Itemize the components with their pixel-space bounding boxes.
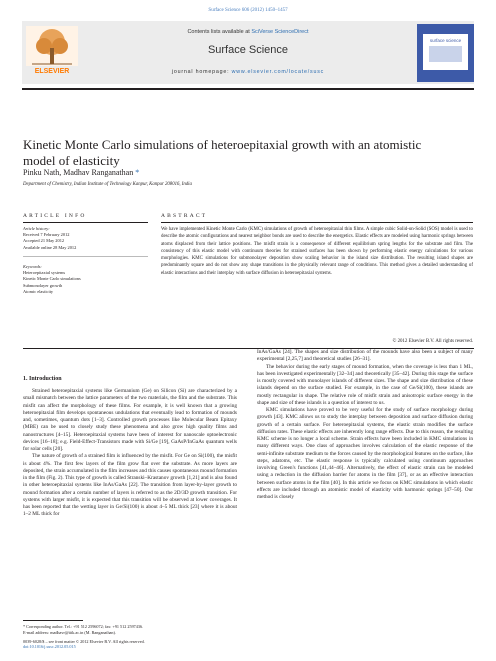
cover-panel (423, 34, 468, 70)
footnote (23, 624, 237, 650)
abstract-rule (161, 222, 473, 223)
article-info-rule (23, 222, 148, 223)
corresponding-author-mark[interactable]: * (135, 168, 140, 177)
history-received: Received 7 February 2012 (23, 232, 70, 238)
copyright: © 2012 Elsevier B.V. All rights reserved. (392, 339, 473, 344)
left-column (23, 388, 237, 519)
author-list (23, 168, 139, 177)
affiliation: Department of Chemistry, Indian Institute of Technology Kanpur, Kanpur 208016, India (23, 182, 192, 187)
journal-citation[interactable]: Surface Science 606 (2012) 1450–1457 (208, 8, 288, 13)
history-online: Available online 28 May 2012 (23, 244, 77, 250)
homepage-link[interactable]: www.elsevier.com/locate/susc (231, 69, 325, 75)
corresponding-author-note: * Corresponding author. Tel.: +91 512 2596072; fax: +91 512 2597436. (23, 624, 144, 629)
journal-title: Surface Science (207, 44, 289, 56)
keywords (23, 264, 148, 295)
authors: Pinku Nath, Madhav Ranganathan (23, 168, 134, 177)
paragraph: The behavior during the early stages of mound formation, when the coverage is less than 1 ML, has been investigated experimentally [32–34] and theoretically [35–42]. During this stage the surface is mostly covered with monolayer islands of different sizes. The shape and size distribution of these islands depend on the surface studied. For example, in the case of Ge/Si(100), these islands are mostly rectangular in shape. The relative role of misfit strain and anisotropic surface energy in the shape and size of these islands is a question of interest to us. (257, 363, 473, 406)
sciencedirect-link[interactable]: SciVerse ScienceDirect (251, 29, 309, 35)
author-email[interactable]: E-mail address: madhavr@iitk.ac.in (M. Ranganathan). (23, 629, 116, 635)
keyword-item: Heteroepitaxial systems (23, 270, 66, 276)
paragraph: InAs/GaAs [24]. The shapes and size distribution of the mounds have also been a subject of many experimental [2,25,7] and theoretical studies [26–31]. (257, 349, 473, 363)
history-label: Article history: (23, 226, 50, 231)
publisher-wordmark: ELSEVIER (34, 68, 70, 75)
journal-cover-thumbnail (417, 24, 474, 82)
footnote-rule (23, 620, 83, 621)
history-accepted: Accepted 21 May 2012 (23, 238, 65, 244)
keyword-item: Kinetic Monte Carlo simulations (23, 276, 81, 282)
article-info-divider (23, 256, 148, 257)
keywords-label: Keywords: (23, 264, 42, 269)
cover-graphic (429, 46, 462, 62)
abstract-text: We have implemented Kinetic Monte Carlo (KMC) simulations of growth of heteroepitaxial thin films. A simple cubic Solid-on-Solid (SOS) model is used to describe the atomic configurations and nearest neighbor bonds are used to describe the energetics. Elastic effects are modeled using harmonic springs between atoms displaced from their lattice positions. The misfit strain is a consequence of different equilibrium spring lengths for the substrate and film. The consistency of this elastic model with continuum theories for strained surfaces has been shown by performing elastic energy calculations for various morphologies. KMC simulations for submonolayer deposition show scaling behavior in the island size distribution. The resulting island shapes are predominantly square and do not show any shape transitions in the physically relevant range of conditions. This method gives a detailed understanding of elastic interactions and their interplay with surface diffusion in heteroepitaxial systems. (161, 227, 473, 276)
article-title: Kinetic Monte Carlo simulations of heteroepitaxial growth with an atomistic model of elasticity (23, 137, 422, 168)
section-heading: 1. Introduction (23, 376, 62, 382)
paragraph: Strained heteroepitaxial systems like Germanium (Ge) on Silicon (Si) are characterized by a small mismatch between the lattice parameters of the two materials, the film and the substrate. This misfit can affect the morphology of these films. For example, it is well known that a growing heteroepitaxial film develops spontaneous undulations that eventually lead to formation of mounds and, sometimes, quantum dots [1–3]. Controlled growth processes like Molecular Beam Epitaxy (MBE) can be used to closely study these phenomena and also grow high quality films and nanostructures [4–15]. Heteroepitaxial systems have been of interest for nanoscale optoelectronic devices [16–18]; e.g. Field-Effect-Transistors made with Si/Ge [19], GaAsP/InGaAs quantum wells for solar cells [20]. (23, 388, 237, 452)
contents-prefix: Contents lists available at (187, 29, 252, 35)
cover-title: surface science (429, 38, 462, 43)
article-info-heading: ARTICLE INFO (23, 213, 87, 219)
doi-link[interactable]: doi:10.1016/j.susc.2012.05.015 (23, 644, 76, 650)
issn-line: 0039-6028/$ – see front matter © 2012 Elsevier B.V. All rights reserved. (23, 638, 145, 644)
paragraph: KMC simulations have proved to be very useful for the study of surface morphology during growth [43]. KMC allows us to study the interplay between deposition and surface diffusion during growth of a certain surface. For heteroepitaxial systems, the elastic strain modifies the surface diffusion rates. These elastic effects are inherently long range effects. Due to this reason, the resulting KMC scheme is no longer a local scheme. Strain effects have been included in KMC simulations in many different ways. One class of approaches involves calculation of the elastic response of the semi-infinite substrate medium to the forces caused by the morphological features on the surface, like steps, adatoms, etc. The elastic response is typically calculated using continuum approaches involving Green's functions [41,44–46]. Alternatively, the effect of elastic strain can be modeled using a reduction in the diffusion barrier for atoms in the film [37], or as an effective interaction between surface atoms in the film [40]. In this article we focus on KMC simulations in which elastic effects are included through an atomistic model of elasticity with harmonic springs [47–50]. Our method is closely (257, 407, 473, 500)
paragraph: The nature of growth of a strained film is influenced by the misfit. For Ge on Si(100), the misfit is about 4%. The first few layers of the film grow flat over the substrate. As more layers are deposited, the strain accumulated in the film increases and this causes spontaneous mound formation in the film (Fig. 2). This type of growth is called Stranski–Krastanov growth [1,21] and is also found in other heteroepitaxial systems like InAs/GaAs [22]. The transition from layer-by-layer growth to mound formation after a certain number of layers is referred to as the 2D/3D growth transition. For systems with larger misfit, it is expected that this transition will be observed at lower coverages. It has been reported that the wetting layer in Ge/Si(100) is about 4–5 ML thick [23] where it is about 1–2 ML thick for (23, 453, 237, 518)
article-history (23, 226, 148, 251)
header-rule (22, 88, 474, 90)
homepage-prefix: journal homepage: (171, 69, 232, 75)
abstract-heading: ABSTRACT (161, 213, 208, 219)
keyword-item: Atomic elasticity (23, 288, 54, 294)
right-column (257, 349, 473, 501)
keyword-item: Submonolayer growth (23, 282, 63, 288)
